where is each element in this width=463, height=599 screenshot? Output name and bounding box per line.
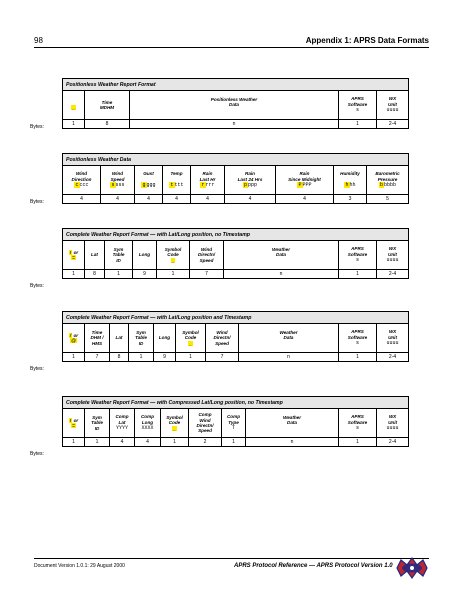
gust-cell [135,166,163,195]
data-label-bottom: Data [229,102,239,108]
bytes-cell: 7 [85,353,110,362]
comp-long-label-1: Comp [140,414,154,420]
comp-lat-label-2: Lat [118,419,126,425]
bytes-cell: 5 [367,195,409,204]
wind-label-3: Speed [215,340,229,346]
symbol-code-label-2: Code [168,420,181,426]
wx-unit-label-top: WX [388,96,397,102]
lat-label: Lat [115,335,123,341]
type-equals: = [72,423,75,428]
wind-label-3: Speed [199,257,214,263]
sym-table-id-cell [85,409,110,438]
software-code: s [355,425,359,432]
long-label: Long [138,252,151,258]
rain-midnight-label-bottom: Since Midnight [288,176,321,182]
pressure-label-top: Barometric [375,171,400,177]
bytes-cell: 2-4 [377,353,409,362]
weather-data-cell [239,324,339,353]
rain-last-hr-key: r [201,182,205,189]
comp-lat-code: YYYY [115,425,128,432]
rain-24hrs-code: ppp [248,182,258,189]
wx-unit-label-bottom: Unit [388,251,397,257]
symbol-code-cell [161,409,189,438]
type-equals: = [72,255,75,260]
wind-direction-cell [63,166,101,195]
software-code: s [355,107,359,114]
temp-label: Temp [170,171,183,177]
time-cell [85,324,110,353]
time-label: Time [101,99,113,105]
bytes-cell: 8 [85,270,105,279]
wind-speed-key: s [111,182,115,189]
page-header-title: Appendix 1: APRS Data Formats [305,36,429,45]
type-at: @ [71,338,76,343]
humidity-key: h [345,182,349,189]
bytes-cell: 4 [276,195,334,204]
symbol-code-cell [176,324,206,353]
rain-24hrs-key: p [243,182,247,189]
rain-midnight-label-top: Rain [299,171,310,177]
weather-data-label-1: Weather [282,414,302,420]
table-title: Complete Weather Report Format — with Compressed Lat/Long position, no Timestamp [63,397,409,409]
rain-last-hr-code: rrr [205,182,215,189]
weather-data-label-1: Weather [279,329,298,335]
software-label-bottom: Software [347,251,368,257]
wind-direction-code: ccc [79,182,89,189]
symbol-code-label-1: Symbol [164,246,182,252]
gust-label: Gust [143,171,154,177]
temp-key: t [170,182,174,189]
bytes-cell: 1 [339,270,377,279]
aprs-logo-icon [395,556,429,580]
long-label: Long [158,335,171,341]
bytes-cell: 8 [110,353,129,362]
bytes-cell: 3 [334,195,367,204]
rain-midnight-key: P [298,182,302,189]
wx-unit-cell [377,409,409,438]
time-label-2: DHM / [90,335,104,341]
comp-type-label-1: Comp [226,414,240,420]
lat-cell [85,241,105,270]
wind-direction-key: c [75,182,79,189]
comp-wind-cell [189,409,222,438]
wind-cell [206,324,239,353]
bytes-cell: n [224,270,339,279]
bytes-cell: 4 [110,438,135,447]
bytes-cell: 7 [206,353,239,362]
pressure-label-bottom: Pressure [377,176,398,182]
wind-speed-label-top: Wind [111,171,124,177]
bytes-row [63,270,409,279]
bytes-cell: 1 [222,438,246,447]
bytes-cell: 1 [63,270,85,279]
or-label: or [72,249,79,255]
bytes-cell: 1 [339,353,377,362]
comp-type-label-2: Type [228,419,239,425]
bytes-cell: 4 [163,195,191,204]
weather-data-label-2: Data [276,252,286,258]
weather-data-label-1: Weather [271,246,291,252]
bytes-label: Bytes: [30,199,44,205]
weather-data-cell [246,409,339,438]
lat-label: Lat [91,252,98,258]
humidity-code: hh [349,182,356,189]
rain-24hrs-label-bottom: Last 24 Hrs [237,176,263,182]
bytes-cell: 4 [191,195,225,204]
software-code: s [355,340,359,347]
bytes-cell: 4 [225,195,276,204]
gust-key: g [142,182,146,189]
bytes-row [63,353,409,362]
wx-unit-cell [377,241,409,270]
bytes-cell: 1 [176,353,206,362]
bytes-cell: 1 [339,120,377,129]
wx-unit-cell [377,324,409,353]
software-cell [339,91,377,120]
footer-title: APRS Protocol Reference — APRS Protocol Version 1.0 [234,563,393,569]
bytes-cell: 2-4 [377,438,409,447]
data-type-id-cell [63,241,85,270]
bytes-label: Bytes: [30,451,44,457]
bytes-cell: 1 [63,438,85,447]
bytes-cell: 2-4 [377,120,409,129]
comp-wind-label-4: Speed [198,428,212,434]
sym-label-1: Sym [113,246,124,252]
sym-label-3: ID [116,257,121,263]
long-cell [154,324,176,353]
bytes-cell: 4 [135,195,163,204]
page-number: 98 [34,36,43,45]
pressure-code: bbbb [384,182,397,189]
table-title: Complete Weather Report Format — with Lat/Long position and Timestamp [63,312,409,324]
complete-weather-with-timestamp-table [62,311,408,362]
wind-direction-label-top: Wind [75,171,88,177]
bytes-cell: 4 [101,195,135,204]
table-title: Positionless Weather Report Format [63,79,409,91]
document-version: Document Version 1.0.1: 29 August 2000 [34,563,125,569]
humidity-cell [334,166,367,195]
comp-type-cell [222,409,246,438]
symbol-underscore: _ [173,425,176,431]
comp-wind-label-1: Comp [198,412,212,418]
wind-label-1: Wind [216,329,228,335]
sym-label-1: Sym [92,414,102,420]
wx-unit-code: uuuu [386,425,399,432]
rain-midnight-code: PPP [302,182,312,189]
software-label-bottom: Software [347,101,368,107]
software-label-top: APRS [351,246,364,252]
wind-label-2: Directn/ [213,335,231,341]
sym-label-2: Table [91,420,103,426]
wind-label-2: Directn/ [197,252,216,258]
bytes-cell: 1 [63,353,85,362]
software-label-bottom: Software [347,334,368,340]
symbol-code-label-1: Symbol [182,329,199,335]
gust-code: ggg [146,182,156,189]
comp-long-label-2: Long [141,419,154,425]
time-cell [85,91,130,120]
wind-direction-label-bottom: Direction [71,176,92,182]
bytes-cell: n [246,438,339,447]
wx-unit-label-top: WX [388,414,397,420]
symbol-underscore: _ [189,340,192,346]
wind-speed-label-bottom: Speed [110,176,125,182]
rain-last-hr-label-bottom: Last Hr [199,176,216,182]
data-type-id-cell [63,91,85,120]
symbol-code-label-1: Symbol [166,414,183,420]
rain-24hrs-label-top: Rain [245,171,255,177]
symbol-code-label-2: Code [167,252,179,258]
bytes-cell: 1 [85,438,110,447]
wx-unit-code: uuuu [386,107,399,114]
software-cell [339,241,377,270]
sym-label-1: Sym [136,329,146,335]
barometric-pressure-cell [367,166,409,195]
rain-last-hr-label-top: Rain [202,171,213,177]
symbol-code-cell [157,241,190,270]
bytes-row [63,195,409,204]
software-cell [339,409,377,438]
bytes-cell: 1 [129,353,154,362]
symbol-code-label-2: Code [184,335,197,341]
rain-last-hr-cell [191,166,225,195]
footer-rule [34,558,429,559]
wind-speed-cell [101,166,135,195]
wx-unit-code: uuuu [386,340,399,347]
bytes-cell: 1 [157,270,190,279]
wx-unit-label-bottom: Unit [388,334,397,340]
bytes-label: Bytes: [30,283,44,289]
bytes-label: Bytes: [30,124,44,130]
wind-label-1: Wind [200,246,213,252]
bytes-cell: 8 [85,120,130,129]
time-format: MDHM [99,105,115,110]
wx-unit-label-bottom: Unit [388,101,397,107]
bytes-cell: 9 [133,270,157,279]
bytes-cell: 2 [189,438,222,447]
software-code: s [355,257,359,264]
software-label-top: APRS [351,414,364,420]
positionless-weather-report-table [62,78,408,129]
rain-since-midnight-cell [276,166,334,195]
comp-long-code: XXXX [141,425,154,432]
sym-table-id-cell [105,241,133,270]
bytes-cell: 1 [339,438,377,447]
wx-unit-code: uuuu [386,257,399,264]
software-label-top: APRS [351,329,364,335]
wx-unit-cell [377,91,409,120]
wind-cell [190,241,224,270]
weather-data-label-2: Data [287,420,297,426]
software-label-bottom: Software [347,419,368,425]
time-label-3: HMS [91,340,103,346]
wind-speed-code: sss [115,182,125,189]
symbol-underscore: _ [171,257,175,263]
wx-unit-label-top: WX [388,329,397,335]
sym-label-3: ID [94,425,100,431]
bytes-label: Bytes: [30,366,44,372]
wx-unit-label-bottom: Unit [388,419,398,425]
type-bang: ! [69,249,72,255]
complete-weather-compressed-table [62,396,408,447]
time-label-1: Time [91,329,103,335]
comp-wind-label-2: Wind [199,417,211,423]
comp-type-code: T [231,425,235,432]
bytes-cell: n [239,353,339,362]
pressure-key: b [380,182,384,189]
weather-data-cell [224,241,339,270]
temp-cell [163,166,191,195]
comp-long-cell [135,409,161,438]
long-cell [133,241,157,270]
bytes-cell: 1 [161,438,189,447]
type-slash: / [69,332,72,338]
bytes-row [63,438,409,447]
data-label-top: Positionless Weather [210,96,258,102]
sym-table-id-cell [129,324,154,353]
rain-24hrs-cell [225,166,276,195]
bytes-cell: 1 [105,270,133,279]
bytes-cell: 7 [190,270,224,279]
data-type-id-cell [63,409,85,438]
humidity-label: Humidity [340,171,360,177]
bytes-cell: 9 [154,353,176,362]
weather-data-label-2: Data [283,335,294,341]
sym-label-2: Table [135,335,147,341]
or-label: or [72,417,79,423]
bytes-cell: 4 [135,438,161,447]
sym-label-2: Table [112,252,125,258]
bytes-cell: 4 [63,195,101,204]
software-cell [339,324,377,353]
or-label: or [72,332,79,338]
wx-unit-label-top: WX [388,246,397,252]
comp-lat-cell [110,409,135,438]
sym-label-3: ID [138,340,144,346]
positionless-weather-data-table [62,153,408,204]
comp-lat-label-1: Comp [115,414,129,420]
bytes-cell: 2-4 [377,270,409,279]
table-title: Complete Weather Report Format — with Lat/Long position, no Timestamp [63,229,409,241]
comp-wind-label-3: Directn/ [196,423,214,428]
data-type-id-cell [63,324,85,353]
software-label-top: APRS [351,96,364,102]
type-underscore: _ [72,105,75,110]
table-title: Positionless Weather Data [63,154,409,166]
bytes-cell: n [130,120,339,129]
type-bang: ! [69,417,72,423]
header-rule [34,47,429,48]
bytes-row [63,120,409,129]
temp-code: ttt [174,182,184,189]
lat-cell [110,324,129,353]
bytes-cell: 1 [63,120,85,129]
complete-weather-no-timestamp-table [62,228,408,279]
positionless-data-cell [130,91,339,120]
